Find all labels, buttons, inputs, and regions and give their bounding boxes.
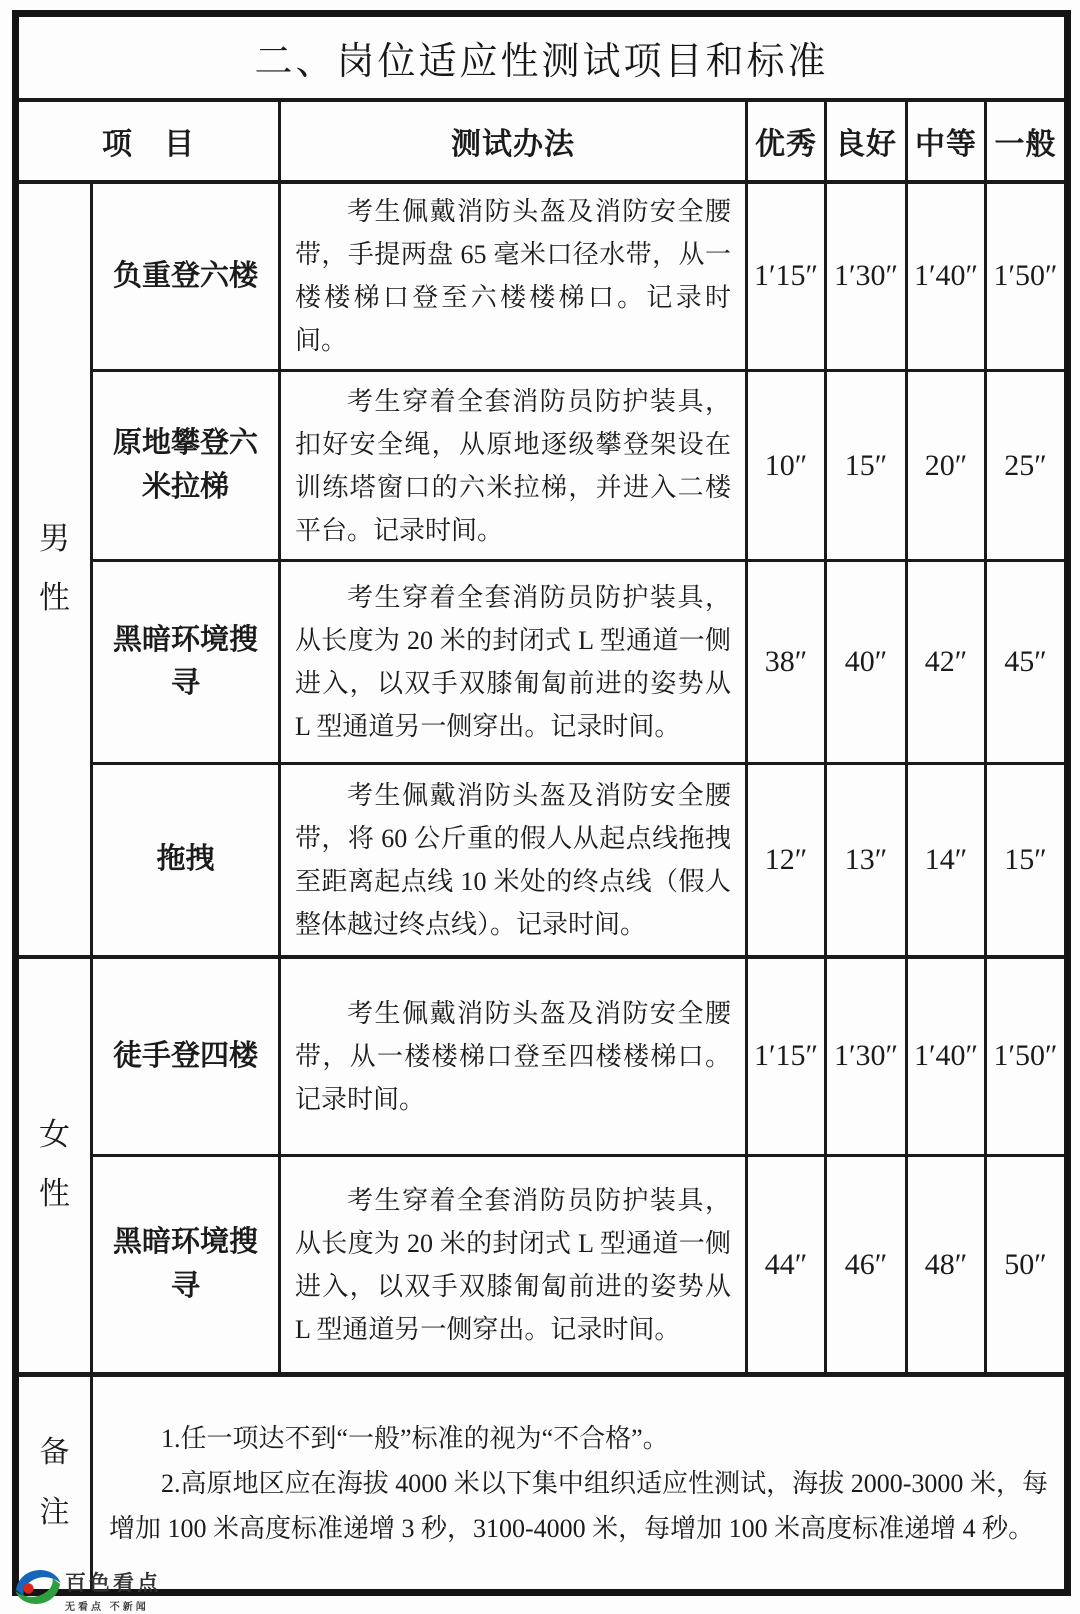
score-excellent: 1′15″ [747, 182, 826, 371]
score-excellent: 1′15″ [747, 957, 826, 1156]
gender-label-female [16, 957, 92, 1375]
score-medium: 14″ [907, 764, 986, 957]
score-good: 46″ [826, 1156, 907, 1375]
swirl-eye-icon [14, 1566, 62, 1608]
table-row [16, 764, 1068, 957]
score-general: 45″ [986, 561, 1068, 764]
col-header-medium: 中等 [907, 100, 986, 182]
score-good: 1′30″ [826, 957, 907, 1156]
method-text: 考生穿着全套消防员防护装具，扣好安全绳，从原地逐级攀登架设在训练塔窗口的六米拉梯，并进入二楼平台。记录时间。 [295, 386, 731, 545]
page-title: 二、岗位适应性测试项目和标准 [16, 14, 1068, 100]
score-excellent: 10″ [747, 371, 826, 561]
score-general: 50″ [986, 1156, 1068, 1375]
score-medium: 48″ [907, 1156, 986, 1375]
remarks-row [16, 1375, 1068, 1593]
score-medium: 20″ [907, 371, 986, 561]
score-medium: 1′40″ [907, 182, 986, 371]
watermark-text [65, 1566, 161, 1613]
test-standards-table [12, 10, 1071, 1596]
method-cell [280, 371, 747, 561]
gender-text: 男性 [38, 521, 70, 615]
item-name: 徒手登四楼 [92, 957, 280, 1156]
col-header-method: 测试办法 [280, 100, 747, 182]
remarks-content [92, 1375, 1068, 1593]
table-row [16, 1156, 1068, 1375]
score-excellent: 12″ [747, 764, 826, 957]
item-name: 原地攀登六米拉梯 [92, 371, 280, 561]
table-row [16, 957, 1068, 1156]
item-name: 负重登六楼 [92, 182, 280, 371]
method-text: 考生佩戴消防头盔及消防安全腰带，从一楼楼梯口登至四楼楼梯口。记录时间。 [295, 998, 731, 1114]
remarks-label [16, 1375, 92, 1593]
method-cell [280, 1156, 747, 1375]
watermark-name: 百色看点 [65, 1572, 161, 1595]
score-excellent: 44″ [747, 1156, 826, 1375]
score-general: 1′50″ [986, 182, 1068, 371]
remark-line: 1.任一项达不到“一般”标准的视为“不合格”。 [161, 1423, 669, 1453]
method-cell [280, 561, 747, 764]
table-row [16, 371, 1068, 561]
score-general: 25″ [986, 371, 1068, 561]
col-header-excellent: 优秀 [747, 100, 826, 182]
col-header-good: 良好 [826, 100, 907, 182]
col-header-item: 项 目 [16, 100, 280, 182]
item-name: 黑暗环境搜寻 [92, 1156, 280, 1375]
item-name: 拖拽 [92, 764, 280, 957]
score-excellent: 38″ [747, 561, 826, 764]
method-cell [280, 764, 747, 957]
score-general: 1′50″ [986, 957, 1068, 1156]
score-good: 13″ [826, 764, 907, 957]
method-text: 考生穿着全套消防员防护装具，从长度为 20 米的封闭式 L 型通道一侧进入，以双手双膝匍匐前进的姿势从 L 型通道另一侧穿出。记录时间。 [295, 1185, 731, 1344]
remark-line: 2.高原地区应在海拔 4000 米以下集中组织适应性测试，海拔 2000-3000 米，每增加 100 米高度标准递增 3 秒，3100-4000 米，每增加 100 米高度标准递增 4 秒。 [109, 1468, 1049, 1543]
table-row [16, 561, 1068, 764]
gender-label-male [16, 182, 92, 957]
score-good: 15″ [826, 371, 907, 561]
gender-text: 女性 [38, 1117, 70, 1212]
remarks-label-text: 备注 [39, 1436, 70, 1529]
method-cell [280, 182, 747, 371]
watermark-slogan: 无看点 不新闻 [65, 1602, 149, 1613]
watermark-logo [14, 1566, 161, 1613]
score-general: 15″ [986, 764, 1068, 957]
table-row [16, 182, 1068, 371]
score-good: 1′30″ [826, 182, 907, 371]
header-row [16, 100, 1068, 182]
method-text: 考生穿着全套消防员防护装具，从长度为 20 米的封闭式 L 型通道一侧进入，以双手双膝匍匐前进的姿势从 L 型通道另一侧穿出。记录时间。 [295, 583, 731, 741]
method-text: 考生佩戴消防头盔及消防安全腰带，将 60 公斤重的假人从起点线拖拽至距离起点线 10 米处的终点线（假人整体越过终点线）。记录时间。 [295, 780, 731, 939]
score-medium: 42″ [907, 561, 986, 764]
score-good: 40″ [826, 561, 907, 764]
score-medium: 1′40″ [907, 957, 986, 1156]
title-row [16, 14, 1068, 100]
col-header-general: 一般 [986, 100, 1068, 182]
method-text: 考生佩戴消防头盔及消防安全腰带，手提两盘 65 毫米口径水带，从一楼楼梯口登至六楼楼梯口。记录时间。 [295, 197, 731, 356]
method-cell [280, 957, 747, 1156]
item-name: 黑暗环境搜寻 [92, 561, 280, 764]
